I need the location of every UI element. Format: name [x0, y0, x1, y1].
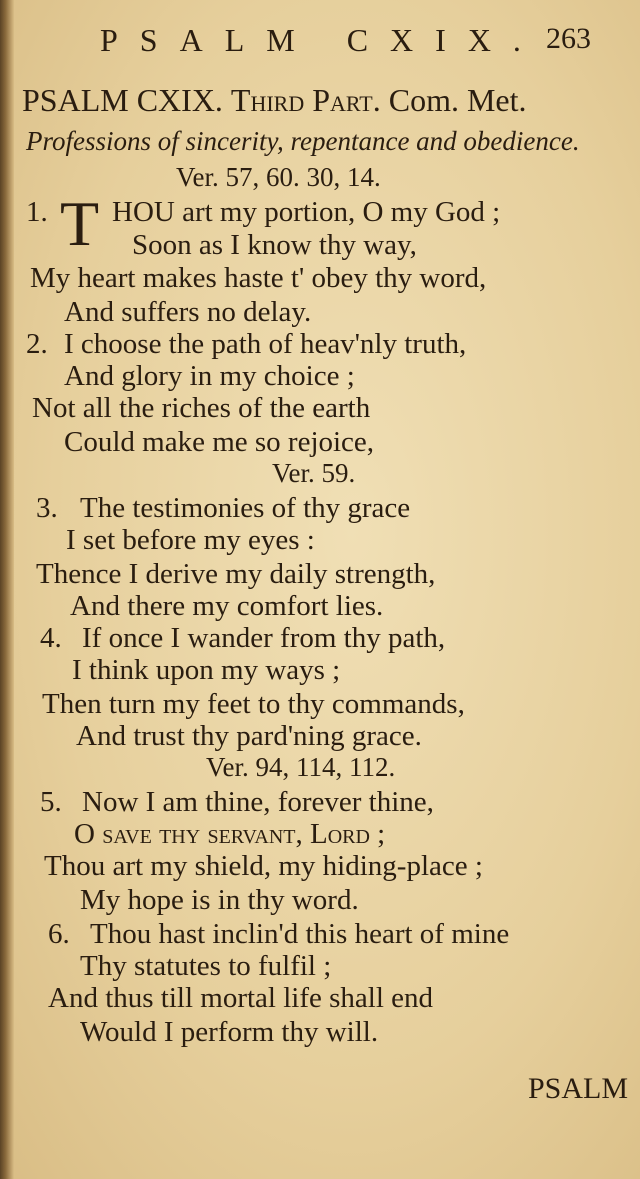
- verse-line: I set before my eyes :: [66, 524, 315, 556]
- verse-line: Not all the riches of the earth: [32, 392, 371, 424]
- heading-part: Third Part.: [230, 82, 381, 118]
- verse-line: And thus till mortal life shall end: [48, 982, 434, 1014]
- stanza-number: 3.: [36, 492, 58, 524]
- verse-line: And glory in my choice ;: [64, 360, 355, 392]
- page-gutter: [0, 0, 14, 1179]
- verse-reference: Ver. 94, 114, 112.: [206, 752, 396, 782]
- verse-reference: Ver. 59.: [272, 458, 356, 488]
- verse-line: Thou art my shield, my hiding-place ;: [44, 850, 483, 882]
- psalm-heading: [22, 82, 622, 119]
- catchword: PSALM: [528, 1072, 629, 1105]
- drop-cap: T: [60, 188, 100, 259]
- page-number: 263: [546, 22, 591, 55]
- verse-line: Then turn my feet to thy commands,: [42, 688, 465, 720]
- stanza-number: 4.: [40, 622, 62, 654]
- stanza-number: 6.: [48, 918, 70, 950]
- verse-line: Thou hast inclin'd this heart of mine: [90, 918, 510, 950]
- verse-line: Thence I derive my daily strength,: [36, 558, 436, 590]
- verse-line: I think upon my ways ;: [72, 654, 341, 686]
- verse-line: And suffers no delay.: [64, 296, 312, 328]
- verse-line: The testimonies of thy grace: [80, 492, 411, 524]
- verse-line: And trust thy pard'ning grace.: [76, 720, 422, 752]
- psalm-subtitle: Professions of sincerity, repentance and obedience.: [26, 126, 580, 156]
- verse-line: And there my comfort lies.: [70, 590, 384, 622]
- verse-line: Now I am thine, forever thine,: [82, 786, 434, 818]
- verse-line: Would I perform thy will.: [80, 1016, 379, 1048]
- heading-main: PSALM CXIX.: [22, 82, 223, 118]
- stanza-number: 5.: [40, 786, 62, 818]
- verse-line: Soon as I know thy way,: [132, 229, 417, 261]
- verse-line: Thy statutes to fulfil ;: [80, 950, 332, 982]
- stanza-number: 2.: [26, 328, 48, 360]
- heading-metre: Com. Met.: [388, 82, 527, 118]
- verse-line: O save thy servant, Lord ;: [74, 818, 386, 850]
- verse-line: If once I wander from thy path,: [82, 622, 446, 654]
- running-head-title: PSALM CXIX.: [100, 22, 543, 58]
- verse-line: I choose the path of heav'nly truth,: [64, 328, 467, 360]
- verse-line: My hope is in thy word.: [80, 884, 359, 916]
- verse-line: My heart makes haste t' obey thy word,: [30, 262, 487, 294]
- verse-line: Could make me so rejoice,: [64, 426, 375, 458]
- verse-line: HOU art my portion, O my God ;: [112, 196, 501, 228]
- running-head: [100, 22, 620, 62]
- stanza-number: 1.: [26, 196, 48, 228]
- verse-reference: Ver. 57, 60. 30, 14.: [176, 162, 381, 192]
